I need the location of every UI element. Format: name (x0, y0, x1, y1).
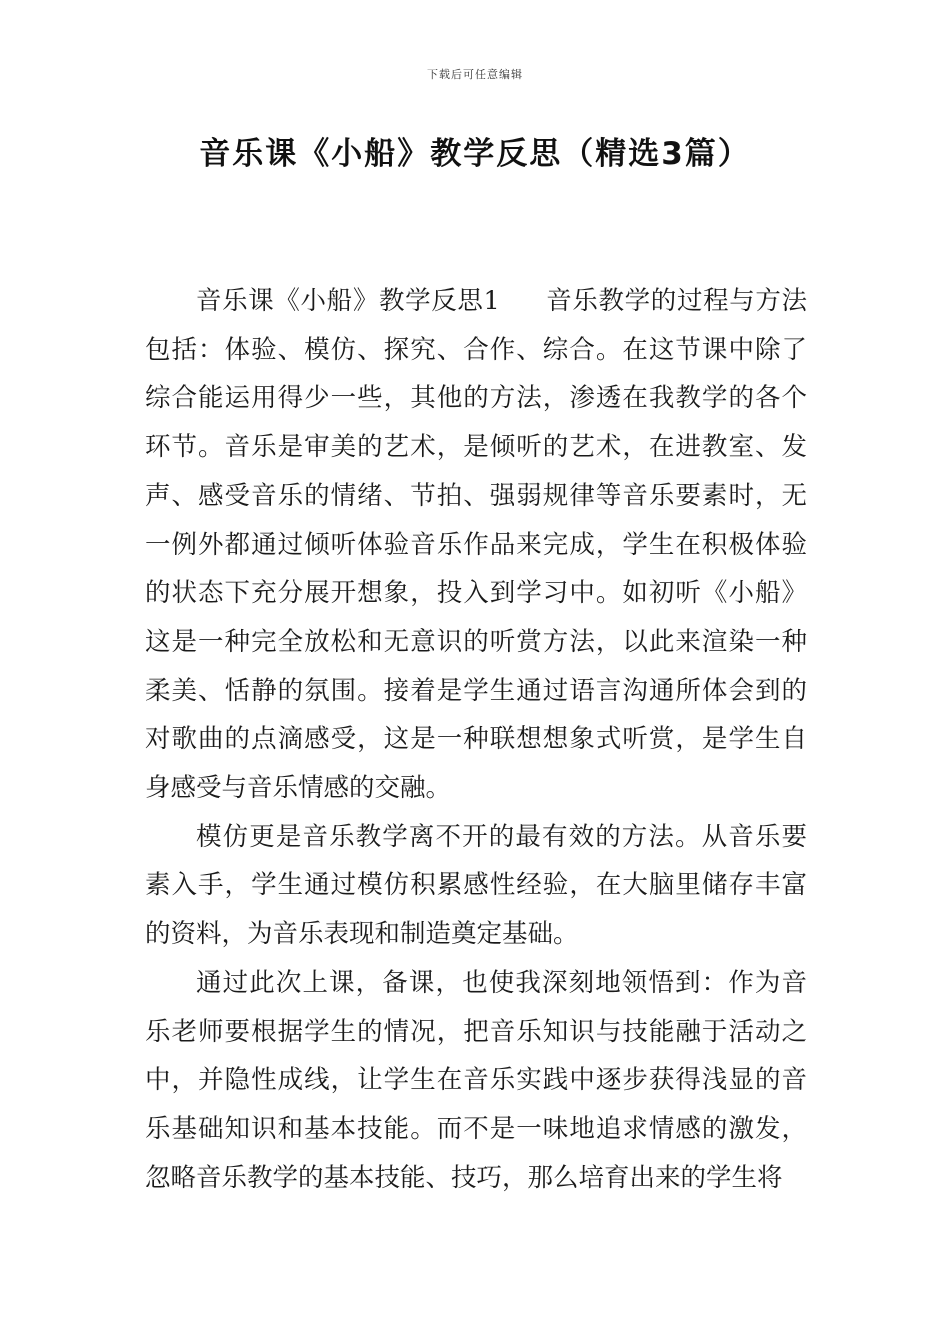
document-body (145, 277, 807, 1202)
section-heading: 音乐课《小船》教学反思1 (196, 286, 500, 316)
paragraph-text: 音乐教学的过程与方法包括：体验、模仿、探究、合作、综合。在这节课中除了综合能运用得少一些，其他的方法，渗透在我教学的各个环节。音乐是审美的艺术，是倾听的艺术，在进教室、发声、感受音乐的情绪、节拍、强弱规律等音乐要素时，无一例外都通过倾听体验音乐作品来完成，学生在积极体验的状态下充分展开想象，投入到学习中。如初听《小船》这是一种完全放松和无意识的听赏方法，以此来渲染一种柔美、恬静的氛围。接着是学生通过语言沟通所体会到的对歌曲的点滴感受，这是一种联想想象式听赏，是学生自身感受与音乐情感的交融。 (145, 286, 807, 804)
document-title: 音乐课《小船》教学反思（精选3篇） (199, 136, 751, 172)
paragraph-text: 模仿更是音乐教学离不开的最有效的方法。从音乐要素入手，学生通过模仿积累感性经验，在大脑里储存丰富的资料，为音乐表现和制造奠定基础。 (145, 821, 807, 950)
paragraph-text: 通过此次上课，备课，也使我深刻地领悟到：作为音乐老师要根据学生的情况，把音乐知识与技能融于活动之中，并隐性成线，让学生在音乐实践中逐步获得浅显的音乐基础知识和基本技能。而不是一味地追求情感的激发，忽略音乐教学的基本技能、技巧，那么培育出来的学生将 (145, 967, 807, 1193)
paragraph-3 (145, 959, 807, 1203)
paragraph-1 (145, 277, 807, 813)
header-note: 下载后可任意编辑 (427, 68, 523, 81)
paragraph-2 (145, 813, 807, 959)
